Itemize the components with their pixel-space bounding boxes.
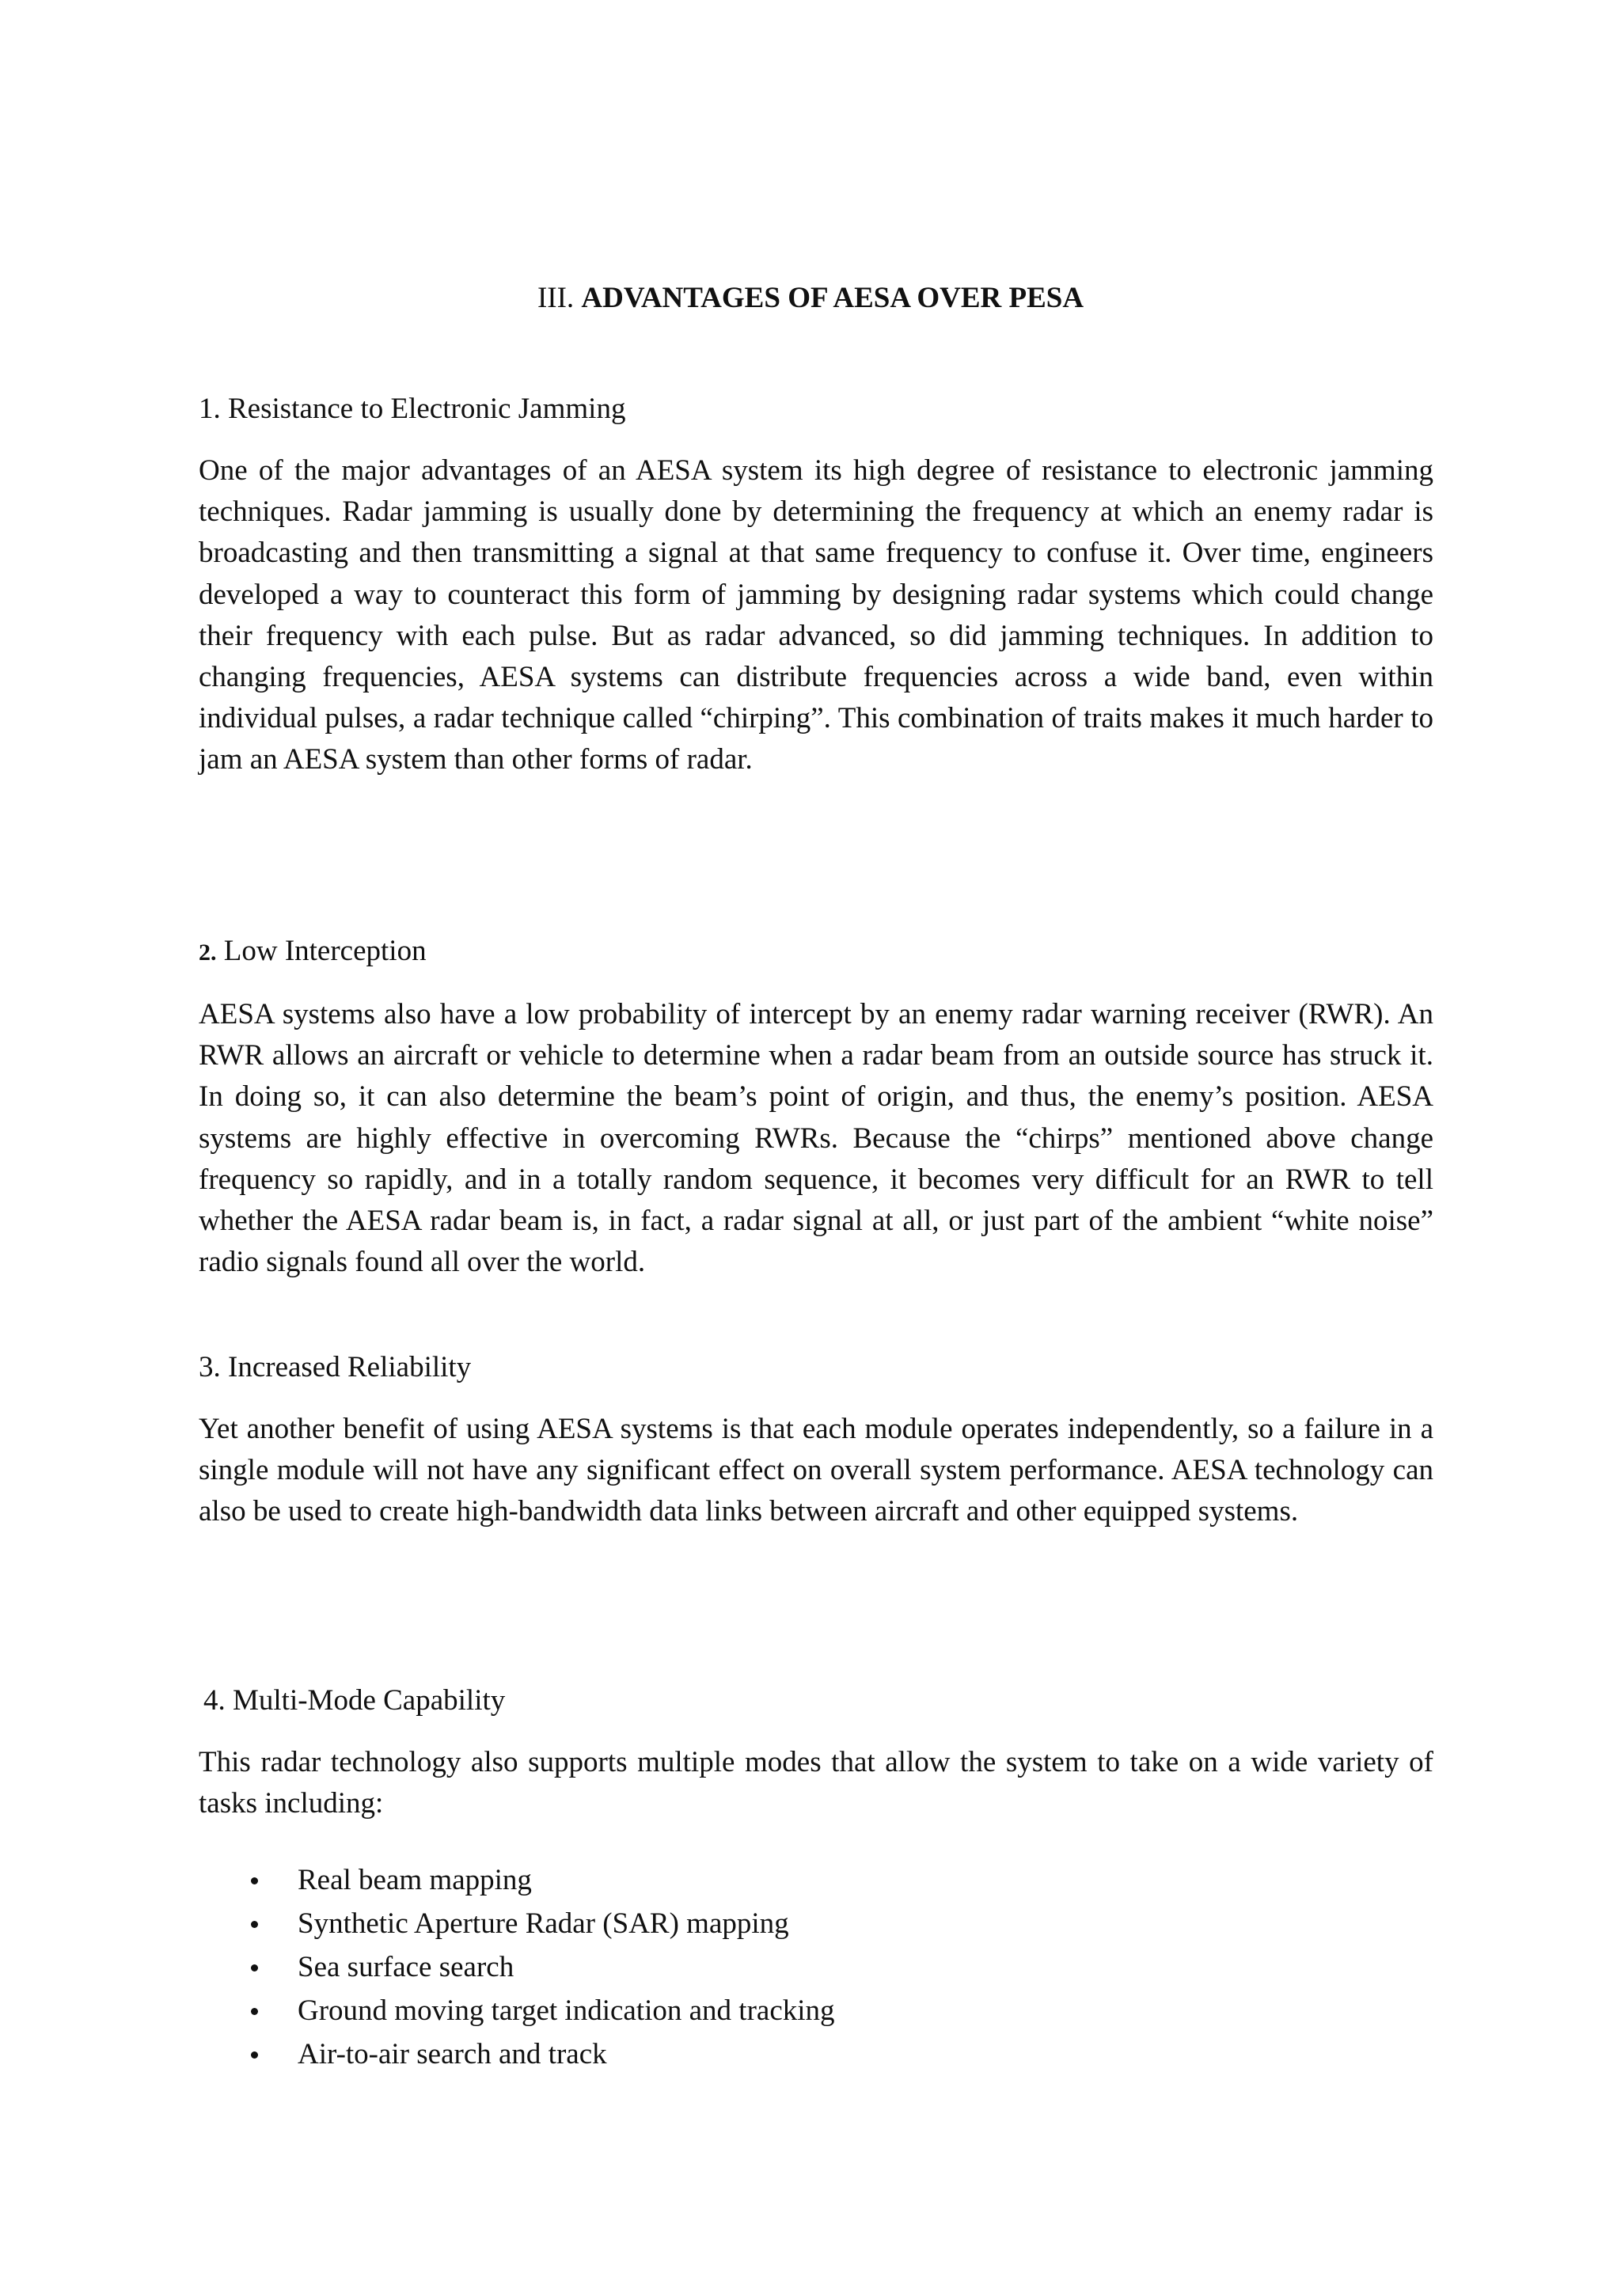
section-4-title <box>203 1680 1438 1721</box>
section-4-paragraph: This radar technology also supports multiple modes that allow the system to take on a wide variety of tasks including: <box>199 1746 1433 1820</box>
section-1-title <box>199 389 1433 430</box>
list-item <box>199 1858 1307 1902</box>
section-3-title-text: Increased Reliability <box>228 1351 472 1383</box>
list-item <box>199 1945 1307 1989</box>
list-item-text: Synthetic Aperture Radar (SAR) mapping <box>298 1907 789 1940</box>
list-item-text: Ground moving target indication and tracking <box>298 1994 835 2027</box>
list-item-text: Air-to-air search and track <box>298 2038 607 2070</box>
page-heading <box>0 279 1621 318</box>
bullet-icon <box>251 1964 258 1972</box>
bullet-icon <box>251 1877 258 1884</box>
section-4-number: 4. <box>203 1684 226 1717</box>
section-1-paragraph: One of the major advantages of an AESA system its high degree of resistance to electronic jamming techniques. Radar jamming is usually done by determining the frequency at which an enemy radar is broadcasting and then transmitting a signal at that same frequency to confuse it. Over time, engineers developed a way to counteract this form of jamming by designing radar systems which could change their frequency with each pulse. But as radar advanced, so did jamming techniques. In addition to changing frequencies, AESA systems can distribute frequencies across a wide band, even within individual pulses, a radar technique called “chirping”. This combination of traits makes it much harder to jam an AESA system than other forms of radar. <box>199 454 1433 776</box>
section-2-number: 2. <box>199 939 217 966</box>
section-4-title-text: Multi-Mode Capability <box>233 1684 506 1717</box>
bullet-icon <box>251 2008 258 2015</box>
section-2-title <box>199 931 1433 973</box>
mode-list <box>199 1858 1307 2076</box>
section-1-number: 1. <box>199 393 221 425</box>
bullet-icon <box>251 2051 258 2059</box>
list-item <box>199 2032 1307 2076</box>
section-3-paragraph: Yet another benefit of using AESA systems is that each module operates independently, so a failure in a single module will not have any significant effect on overall system performance. AESA technology can also be used to create high-bandwidth data links between aircraft and other equipped systems. <box>199 1413 1433 1528</box>
section-3-title <box>199 1347 1433 1388</box>
bullet-icon <box>251 1921 258 1928</box>
list-item <box>199 1989 1307 2032</box>
heading-number: III. <box>537 282 575 314</box>
list-item-text: Sea surface search <box>298 1951 514 1983</box>
heading-title: ADVANTAGES OF AESA OVER PESA <box>581 282 1084 314</box>
section-2-title-text: Low Interception <box>223 935 427 967</box>
section-1-title-text: Resistance to Electronic Jamming <box>228 393 626 425</box>
list-item <box>199 1902 1307 1945</box>
section-2-paragraph: AESA systems also have a low probability of intercept by an enemy radar warning receiver (RWR). An RWR allows an aircraft or vehicle to determine when a radar beam from an outside source has struck it. In doing so, it can also determine the beam’s point of origin, and thus, the enemy’s position. AESA systems are highly effective in overcoming RWRs. Because the “chirps” mentioned above change frequency so rapidly, and in a totally random sequence, it becomes very difficult for an RWR to tell whether the AESA radar beam is, in fact, a radar signal at all, or just part of the ambient “white noise” radio signals found all over the world. <box>199 998 1433 1279</box>
section-3-number: 3. <box>199 1351 221 1383</box>
list-item-text: Real beam mapping <box>298 1864 532 1896</box>
